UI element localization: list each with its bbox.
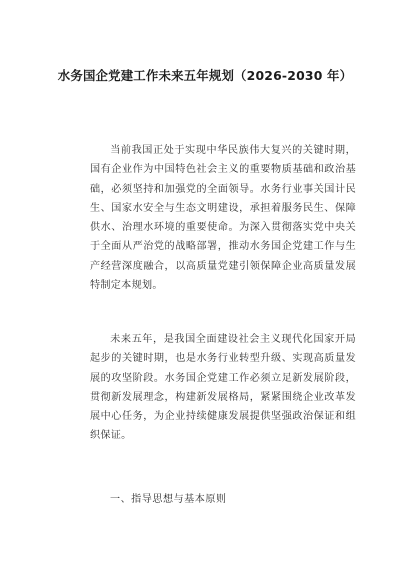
paragraph-1: 当前我国正处于实现中华民族伟大复兴的关键时期，国有企业作为中国特色社会主义的重要物质基础和政治基础，必须坚持和加强党的全面领导。水务行业事关国计民生、国家水安全与生态文明建设，承担着服务民生、保障供水、治理水环境的重要使命。为深入贯彻落实党中央关于全面从严治党的战略部署，推动水务国企党建工作与生产经营深度融合，以高质量党建引领保障企业高质量发展特制定本规划。 [90, 145, 356, 292]
section-heading: 一、指导思想与基本原则 [110, 494, 227, 505]
paragraph-2: 未来五年，是我国全面建设社会主义现代化国家开局起步的关键时期，也是水务行业转型升级、实现高质量发展的攻坚阶段。水务国企党建工作必须立足新发展阶段，贯彻新发展理念，构建新发展格局，紧紧围绕企业改革发展中心任务，为企业持续健康发展提供坚强政治保证和组织保证。 [90, 334, 356, 442]
document-title: 水务国企党建工作未来五年规划（2026-2030 年） [57, 68, 353, 83]
